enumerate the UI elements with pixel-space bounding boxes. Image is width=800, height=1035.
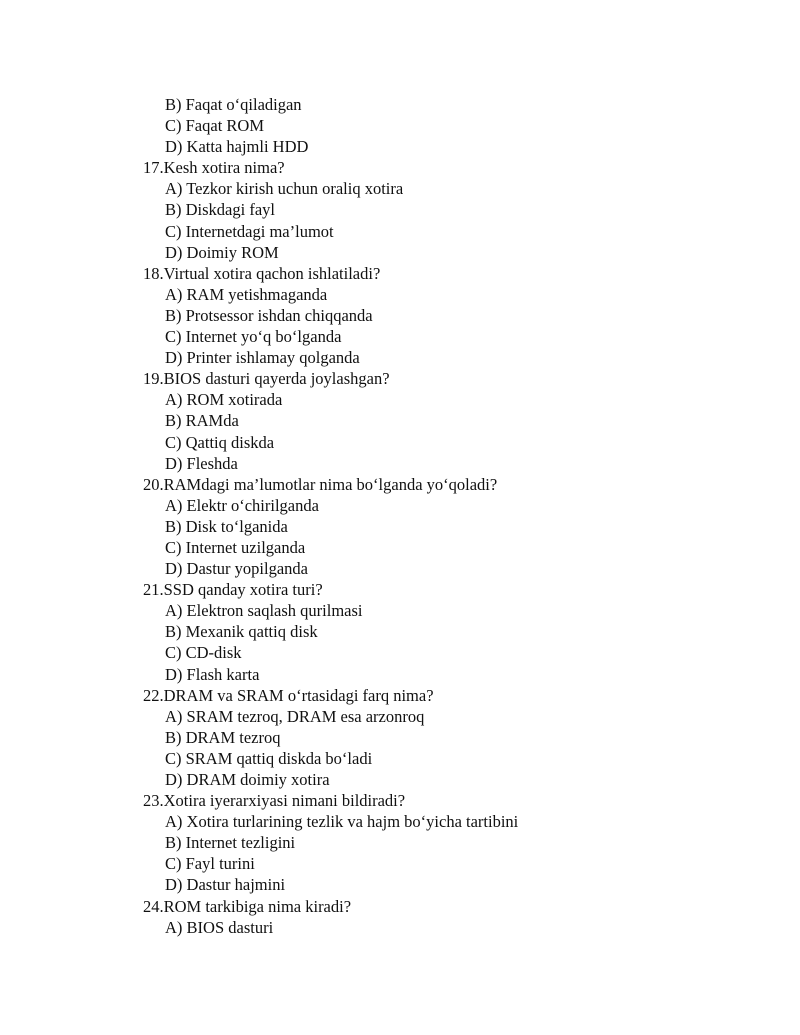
question-text: 19.BIOS dasturi qayerda joylashgan? xyxy=(143,369,390,389)
option: B) Diskdagi fayl xyxy=(165,200,275,220)
question-24 xyxy=(0,896,800,938)
option: A) Elektr o‘chirilganda xyxy=(165,495,319,515)
option: C) Faqat ROM xyxy=(165,116,264,136)
option: B) Disk to‘lganida xyxy=(165,516,288,536)
option: A) SRAM tezroq, DRAM esa arzonroq xyxy=(165,706,425,726)
question-23 xyxy=(0,790,800,895)
option: B) Faqat o‘qiladigan xyxy=(165,95,302,114)
option: A) RAM yetishmaganda xyxy=(165,284,328,304)
option: C) SRAM qattiq diskda bo‘ladi xyxy=(165,748,373,768)
option: D) Katta hajmli HDD xyxy=(165,137,309,157)
option: B) Mexanik qattiq disk xyxy=(165,622,318,642)
option: C) Qattiq diskda xyxy=(165,432,275,452)
option: C) Internet uzilganda xyxy=(165,537,306,557)
question-22 xyxy=(0,685,800,790)
question-text: 23.Xotira iyerarxiyasi nimani bildiradi? xyxy=(143,791,406,811)
option: A) Elektron saqlash qurilmasi xyxy=(165,601,363,621)
question-text: 17.Kesh xotira nima? xyxy=(143,158,285,178)
option: D) Flash karta xyxy=(165,664,260,684)
carryover-options xyxy=(0,94,800,157)
option: C) Internetdagi ma’lumot xyxy=(165,221,334,241)
option: B) Internet tezligini xyxy=(165,833,296,853)
question-18 xyxy=(0,263,800,368)
option: A) ROM xotirada xyxy=(165,390,283,410)
question-text: 21.SSD qanday xotira turi? xyxy=(143,580,323,600)
question-text: 22.DRAM va SRAM o‘rtasidagi farq nima? xyxy=(143,685,434,705)
option: D) Dastur hajmini xyxy=(165,875,286,895)
option: D) Doimiy ROM xyxy=(165,242,279,262)
question-text: 20.RAMdagi ma’lumotlar nima bo‘lganda yo‘qoladi? xyxy=(143,474,498,494)
question-text: 18.Virtual xotira qachon ishlatiladi? xyxy=(143,263,381,283)
option: B) DRAM tezroq xyxy=(165,727,281,747)
option: D) Dastur yopilganda xyxy=(165,559,308,579)
option: A) BIOS dasturi xyxy=(165,917,274,937)
question-19 xyxy=(0,368,800,473)
option: D) Fleshda xyxy=(165,453,238,473)
option: D) DRAM doimiy xotira xyxy=(165,770,330,789)
option: C) CD-disk xyxy=(165,643,242,663)
question-17 xyxy=(0,157,800,262)
option: A) Xotira turlarining tezlik va hajm bo‘yicha tartibini xyxy=(165,812,519,832)
option: D) Printer ishlamay qolganda xyxy=(165,348,360,368)
option: B) RAMda xyxy=(165,411,239,431)
option: C) Fayl turini xyxy=(165,854,255,874)
question-20 xyxy=(0,474,800,579)
document-page xyxy=(0,94,800,938)
question-21 xyxy=(0,579,800,684)
option: B) Protsessor ishdan chiqqanda xyxy=(165,305,373,325)
option: C) Internet yo‘q bo‘lganda xyxy=(165,327,342,347)
question-text: 24.ROM tarkibiga nima kiradi? xyxy=(143,896,352,916)
option: A) Tezkor kirish uchun oraliq xotira xyxy=(165,179,404,199)
